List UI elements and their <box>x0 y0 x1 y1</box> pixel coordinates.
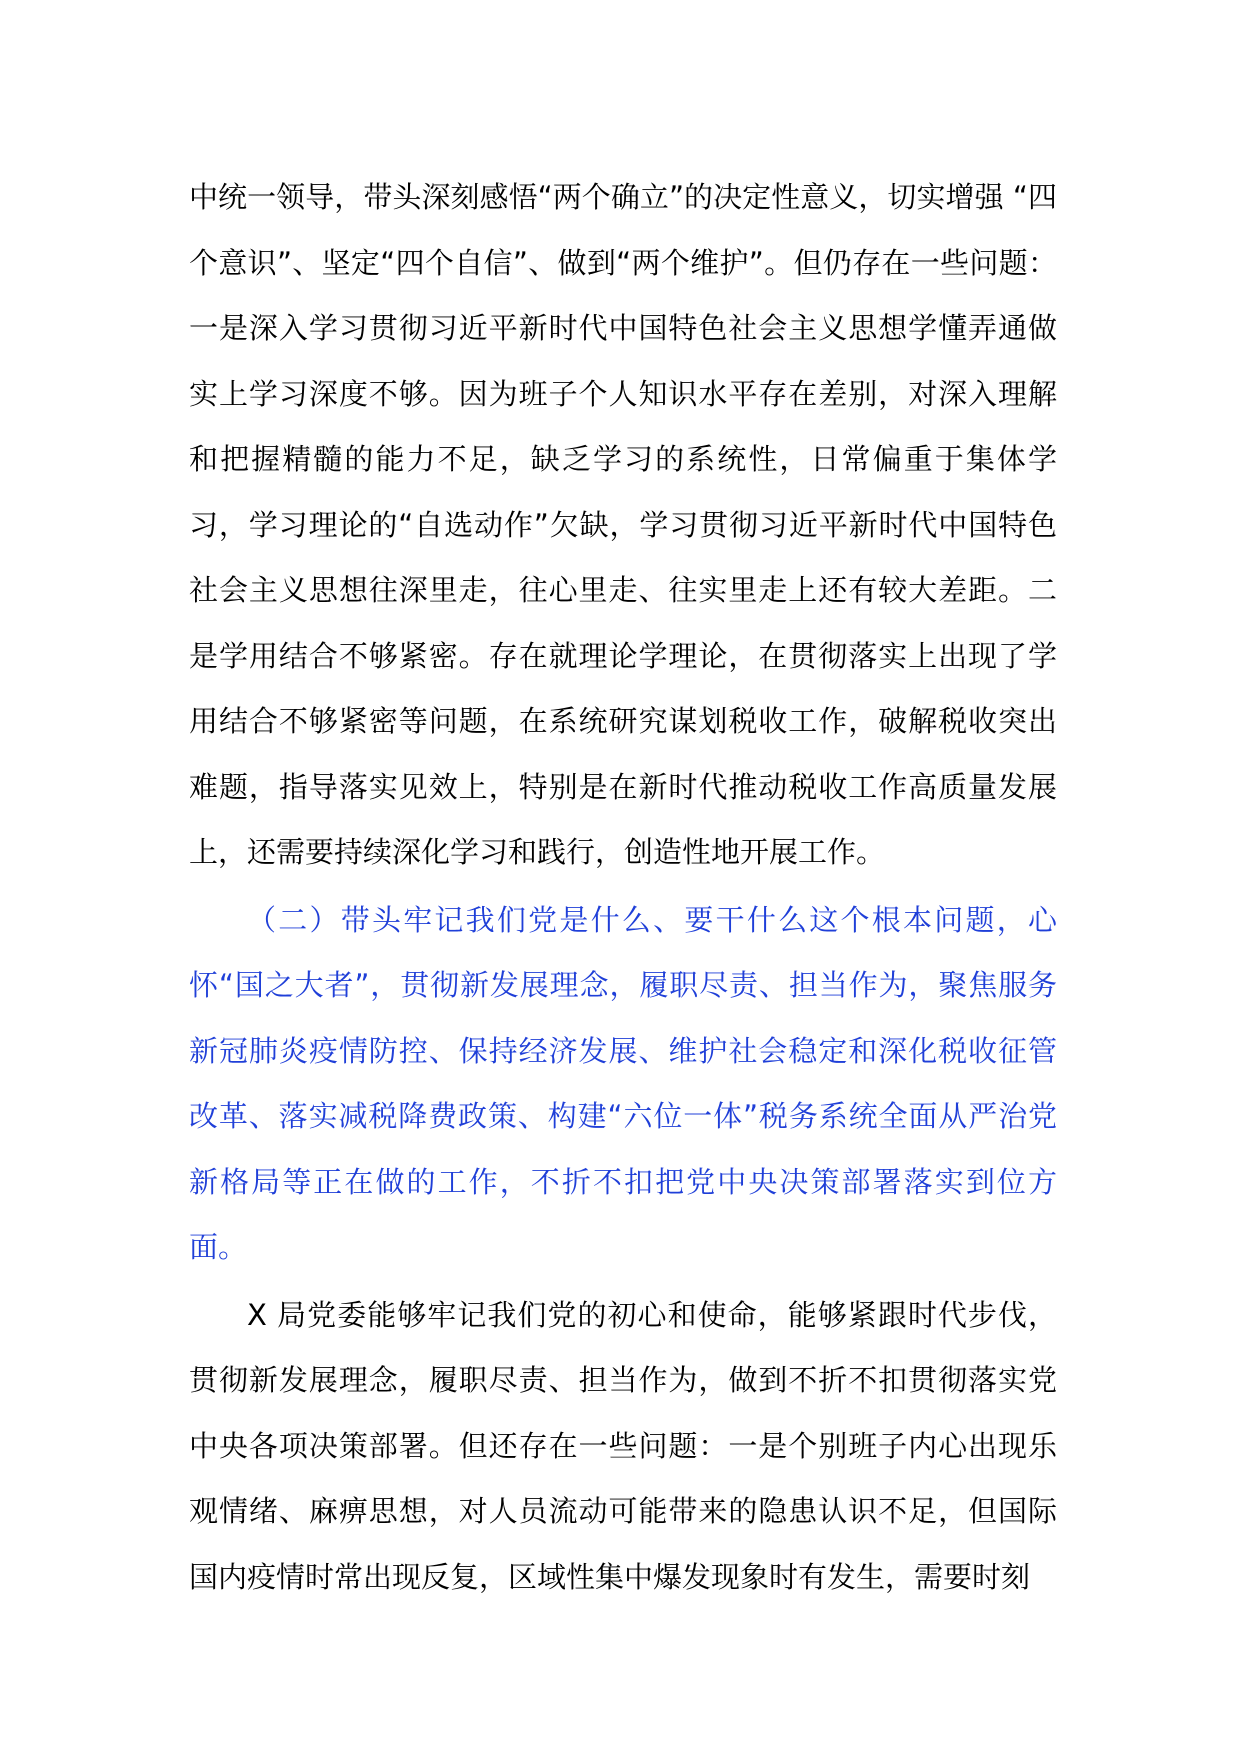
body-paragraph-continuation: 中统一领导，带头深刻感悟“两个确立”的决定性意义，切实增强 “四个意识”、坚定“四个自信”、做到“两个维护”。但仍存在一些问题：一是深入学习贯彻习近平新时代中国特色社会主义思想学懂弄通做实上学习深度不够。因为班子个人知识水平存在差别，对深入理解和把握精髓的能力不足，缺乏学习的系统性，日常偏重于集体学习，学习理论的“自选动作”欠缺，学习贯彻习近平新时代中国特色社会主义思想往深里走，往心里走、往实里走上还有较大差距。二是学用结合不够紧密。存在就理论学理论，在贯彻落实上出现了学用结合不够紧密等问题，在系统研究谋划税收工作，破解税收突出难题，指导落实见效上，特别是在新时代推动税收工作高质量发展上，还需要持续深化学习和践行，创造性地开展工作。 <box>189 180 1057 869</box>
body-paragraph: X 局党委能够牢记我们党的初心和使命，能够紧跟时代步伐，贯彻新发展理念，履职尽责、担当作为，做到不折不扣贯彻落实党中央各项决策部署。但还存在一些问题：一是个别班子内心出现乐观情绪、麻痹思想，对人员流动可能带来的隐患认识不足，但国际国内疫情时常出现反复，区域性集中爆发现象时有发生，需要时刻 <box>189 1297 1057 1594</box>
section-heading-2: （二）带头牢记我们党是什么、要干什么这个根本问题，心怀“国之大者”，贯彻新发展理念，履职尽责、担当作为，聚焦服务新冠肺炎疫情防控、保持经济发展、维护社会稳定和深化税收征管改革、落实减税降费政策、构建“六位一体”税务系统全面从严治党新格局等正在做的工作，不折不扣把党中央决策部署落实到位方面。 <box>189 902 1057 1264</box>
document-body <box>189 165 1057 1610</box>
